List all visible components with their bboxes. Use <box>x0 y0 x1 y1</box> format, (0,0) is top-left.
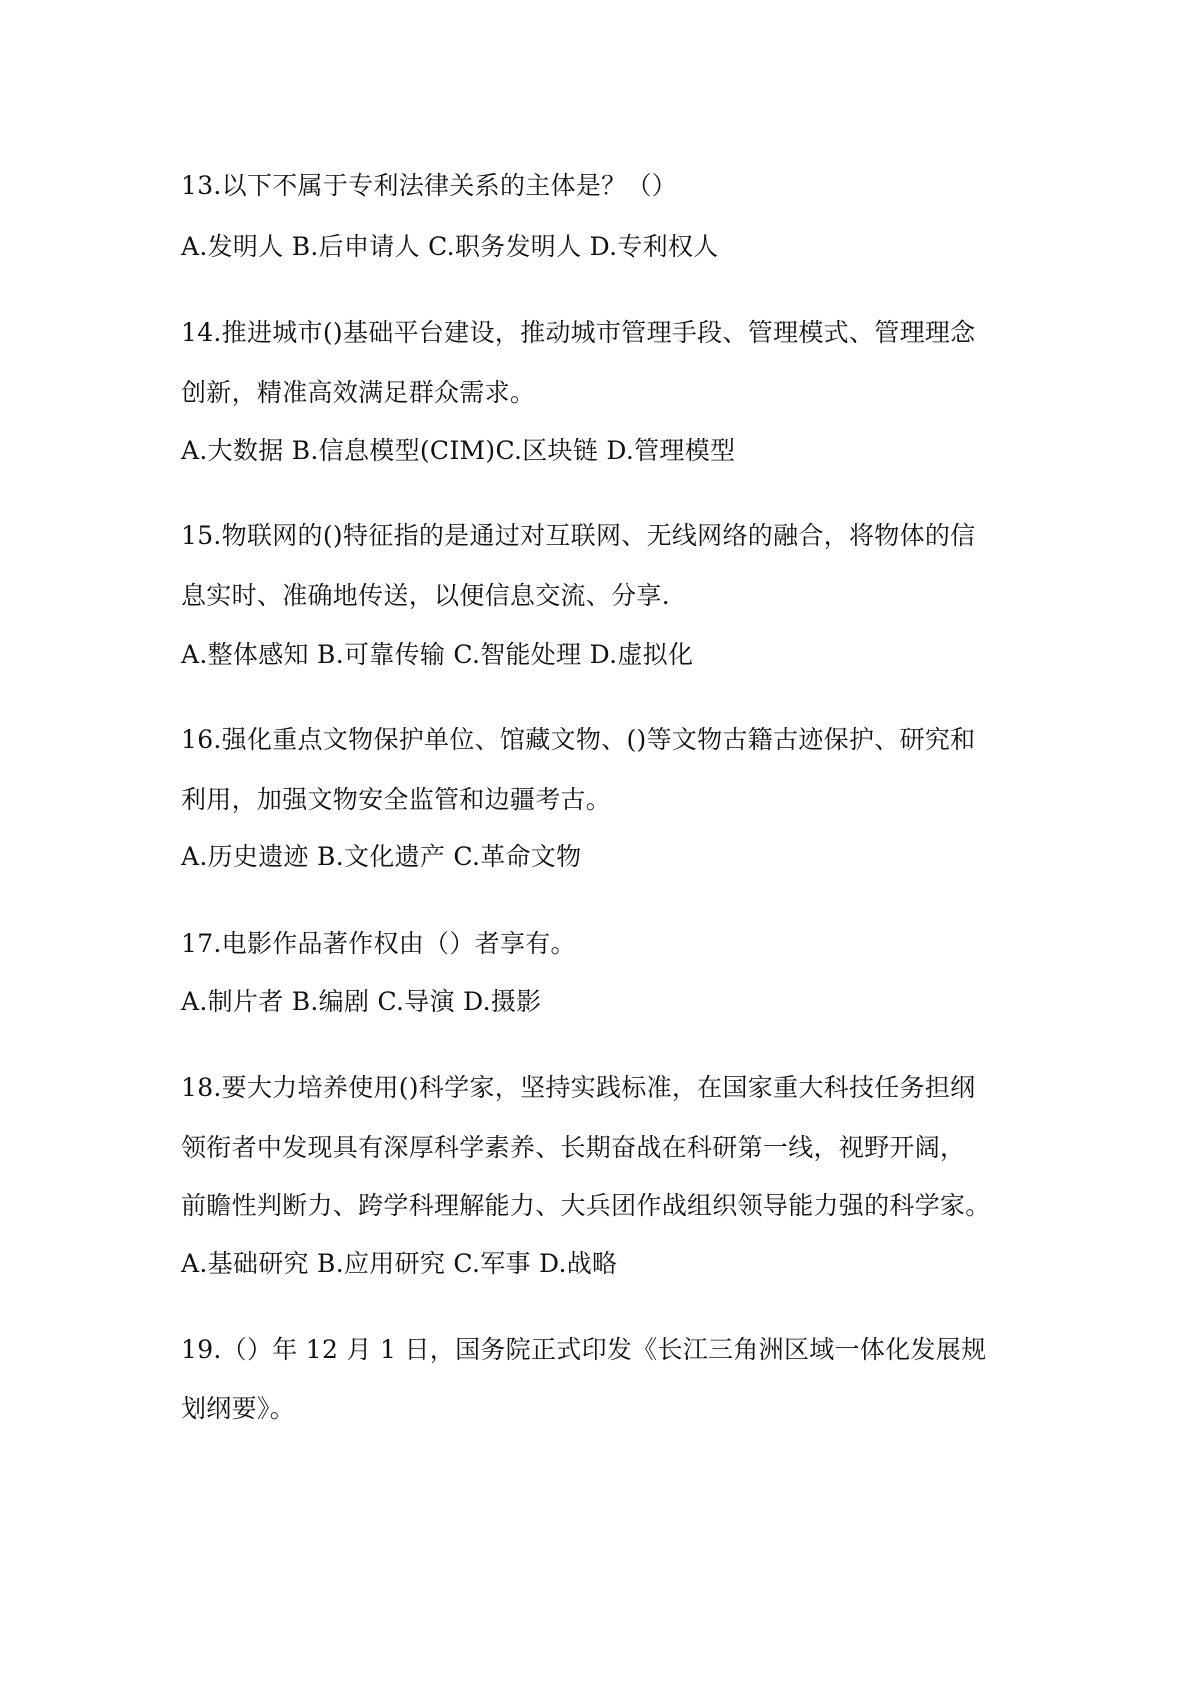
question-15-options: A.整体感知 B.可靠传输 C.智能处理 D.虚拟化 <box>181 640 694 669</box>
question-19-stem-line-2: 划纲要》。 <box>181 1394 296 1423</box>
question-14-stem-line-2: 创新，精准高效满足群众需求。 <box>181 378 536 407</box>
question-13-stem: 13.以下不属于专利法律关系的主体是？（） <box>181 171 678 200</box>
question-18-stem-line-1: 18.要大力培养使用()科学家，坚持实践标准，在国家重大科技任务担纲 <box>181 1073 976 1102</box>
question-14-stem-line-1: 14.推进城市()基础平台建设，推动城市管理手段、管理模式、管理理念 <box>181 318 976 347</box>
question-19-stem-line-1: 19.（）年 12 月 1 日，国务院正式印发《长江三角洲区域一体化发展规 <box>181 1335 987 1364</box>
question-15-stem-line-1: 15.物联网的()特征指的是通过对互联网、无线网络的融合，将物体的信 <box>181 521 976 550</box>
question-16-stem-line-2: 利用，加强文物安全监管和边疆考古。 <box>181 785 612 814</box>
question-13-options: A.发明人 B.后申请人 C.职务发明人 D.专利权人 <box>181 232 719 261</box>
question-18-stem-line-3: 前瞻性判断力、跨学科理解能力、大兵团作战组织领导能力强的科学家。 <box>181 1191 991 1220</box>
question-16-stem-line-1: 16.强化重点文物保护单位、馆藏文物、()等文物古籍古迹保护、研究和 <box>181 725 976 754</box>
question-17-options: A.制片者 B.编剧 C.导演 D.摄影 <box>181 987 542 1016</box>
question-16-options: A.历史遗迹 B.文化遗产 C.革命文物 <box>181 842 582 871</box>
question-18-stem-line-2: 领衔者中发现具有深厚科学素养、长期奋战在科研第一线，视野开阔， <box>181 1133 966 1162</box>
question-14-options: A.大数据 B.信息模型(CIM)C.区块链 D.管理模型 <box>181 436 736 465</box>
question-15-stem-line-2: 息实时、准确地传送，以便信息交流、分享. <box>181 581 670 610</box>
question-18-options: A.基础研究 B.应用研究 C.军事 D.战略 <box>181 1249 618 1278</box>
question-17-stem: 17.电影作品著作权由（）者享有。 <box>181 929 576 958</box>
